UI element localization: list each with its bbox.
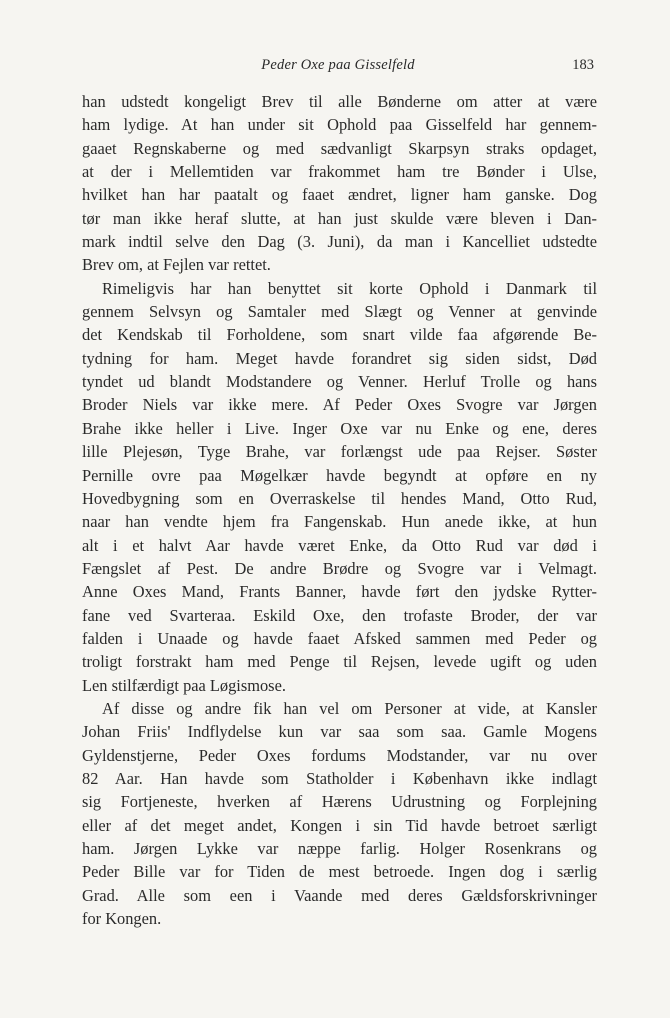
text-line: falden i Unaade og havde faaet Afsked sammen med Peder og <box>82 628 597 648</box>
running-head <box>82 57 594 77</box>
text-line: gennem Selvsyn og Samtaler med Slægt og Venner at genvinde <box>82 302 597 322</box>
page-number: 183 <box>572 57 594 73</box>
text-line: Johan Friis' Indflydelse kun var saa som saa. Gamle Mogens <box>82 722 597 742</box>
text-line: Len stilfærdigt paa Løgismose. <box>82 675 286 695</box>
text-line: Anne Oxes Mand, Frants Banner, havde ført den jydske Rytter- <box>82 582 597 602</box>
text-line: Brev om, at Fejlen var rettet. <box>82 255 271 275</box>
text-line: 82 Aar. Han havde som Statholder i København ikke indlagt <box>82 768 597 788</box>
text-line: lille Plejesøn, Tyge Brahe, var forlængst ude paa Rejser. Søster <box>82 442 597 462</box>
body-text <box>82 90 597 930</box>
text-line: alt i et halvt Aar havde været Enke, da Otto Rud var død i <box>82 535 597 555</box>
text-line: han udstedt kongeligt Brev til alle Bønderne om atter at være <box>82 92 597 111</box>
running-title: Peder Oxe paa Gisselfeld <box>261 57 415 73</box>
text-line: det Kendskab til Forholdene, som snart vilde faa afgørende Be- <box>82 325 597 345</box>
text-line: eller af det meget andet, Kongen i sin Tid havde betroet særligt <box>82 815 597 835</box>
text-line: Hovedbygning som en Overraskelse til hendes Mand, Otto Rud, <box>82 488 597 508</box>
text-line: Pernille ovre paa Møgelkær havde begyndt at opføre en ny <box>82 465 597 485</box>
text-line: tydning for ham. Meget havde forandret sig siden sidst, Død <box>82 348 597 368</box>
text-line: Brahe ikke heller i Live. Inger Oxe var nu Enke og ene, deres <box>82 418 597 438</box>
text-line: Fængslet af Pest. De andre Brødre og Svogre var i Velmagt. <box>82 558 597 578</box>
text-line: hvilket han har paatalt og faaet ændret, ligner ham ganske. Dog <box>82 185 597 205</box>
text-line: at der i Mellemtiden var frakommet ham tre Bønder i Ulse, <box>82 162 597 182</box>
text-line: troligt forstrakt ham med Penge til Rejsen, levede ugift og uden <box>82 652 597 672</box>
text-line: fane ved Svarteraa. Eskild Oxe, den trofaste Broder, der var <box>82 605 597 625</box>
text-line: Grad. Alle som een i Vaande med deres Gældsforskrivninger <box>82 885 597 905</box>
text-line: mark indtil selve den Dag (3. Juni), da man i Kancelliet udstedte <box>82 232 597 252</box>
text-line: Peder Bille var for Tiden de mest betroede. Ingen dog i særlig <box>82 862 597 882</box>
text-line: tyndet ud blandt Modstandere og Venner. Herluf Trolle og hans <box>82 372 597 392</box>
text-line: for Kongen. <box>82 909 162 929</box>
text-line: gaaet Regnskaberne og med sædvanligt Skarpsyn straks opdaget, <box>82 138 597 158</box>
text-line: Gyldenstjerne, Peder Oxes fordums Modstander, var nu over <box>82 745 597 765</box>
text-line: ham. Jørgen Lykke var næppe farlig. Holger Rosenkrans og <box>82 839 597 858</box>
text-line: Rimeligvis har han benyttet sit korte Ophold i Danmark til <box>102 278 597 298</box>
text-line: ham lydige. At han under sit Ophold paa Gisselfeld har gennem- <box>82 115 597 135</box>
text-line: sig Fortjeneste, hverken af Hærens Udrustning og Forplejning <box>82 792 597 812</box>
text-line: naar han vendte hjem fra Fangenskab. Hun anede ikke, at hun <box>82 512 597 532</box>
text-line: Af disse og andre fik han vel om Personer at vide, at Kansler <box>102 698 597 718</box>
text-line: tør man ikke heraf slutte, at han just skulde være bleven i Dan- <box>82 208 597 228</box>
text-line: Broder Niels var ikke mere. Af Peder Oxes Svogre var Jørgen <box>82 395 597 415</box>
